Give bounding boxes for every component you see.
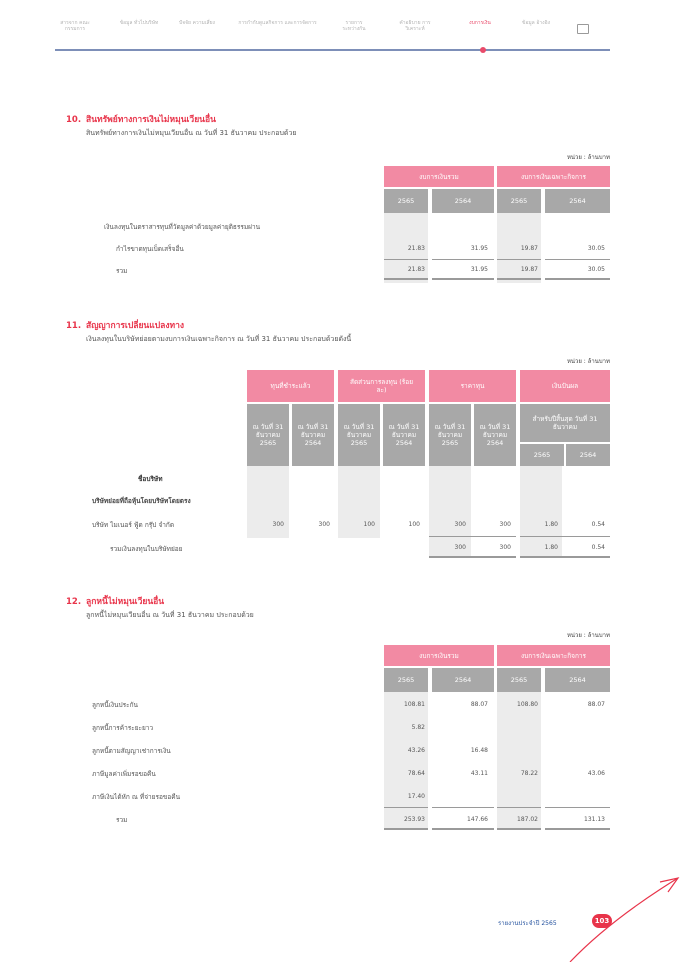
section-10-description: สินทรัพย์ทางการเงินไม่หมุนเวียนอื่น ณ วันที่ 31 ธันวาคม ประกอบด้วย (86, 129, 297, 137)
column-band (520, 466, 562, 556)
section-title-text: สินทรัพย์ทางการเงินไม่หมุนเวียนอื่น (86, 115, 216, 125)
section-number: 12. (66, 597, 82, 607)
cell-value: 5.82 (411, 724, 425, 731)
cell-value: 108.81 (404, 701, 425, 708)
section-12-description: ลูกหนี้ไม่หมุนเวียนอื่น ณ วันที่ 31 ธันวาคม ประกอบด้วย (86, 611, 254, 619)
cell-value: 147.66 (467, 816, 488, 823)
period-header: ณ วันที่ 31 ธันวาคม 2564 (292, 404, 334, 466)
cell-value: 300 (499, 521, 511, 528)
nav-item-1[interactable]: สารจาก คณะกรรมการ (60, 20, 90, 32)
cell-value: 300 (272, 521, 284, 528)
cell-value: 31.95 (470, 245, 488, 252)
double-underline (497, 828, 541, 830)
nav-item-8[interactable]: ข้อมูล อ้างอิง (521, 20, 551, 26)
row-label: ภาษีมูลค่าเพิ่มรอขอคืน (92, 770, 156, 778)
year-header: 2565 (384, 668, 428, 692)
row-label: ลูกหนี้ตามสัญญาเช่าการเงิน (92, 747, 171, 755)
year-header: 2565 (497, 668, 541, 692)
group-header: งบการเงินรวม (384, 645, 494, 666)
page-number: 103 (592, 914, 612, 928)
cell-value: 300 (318, 521, 330, 528)
year-header: 2565 (497, 189, 541, 213)
unit-label: หน่วย : ล้านบาท (566, 632, 610, 639)
top-navigation (55, 20, 608, 40)
nav-active-marker (480, 47, 486, 53)
year-header: 2565 (520, 444, 564, 466)
cell-value: 100 (408, 521, 420, 528)
row-label: บริษัทย่อยที่ถือหุ้นโดยบริษัทโดยตรง (92, 497, 191, 505)
year-header: 2565 (384, 189, 428, 213)
cell-value: 30.05 (587, 266, 605, 273)
nav-item-3[interactable]: ปัจจัย ความเสี่ยง (179, 20, 215, 26)
nav-item-5[interactable]: รายการ ระหว่างกัน (342, 20, 366, 32)
underline (497, 259, 541, 260)
cell-value: 31.95 (470, 266, 488, 273)
double-underline (497, 278, 541, 280)
total-label: รวม (116, 816, 128, 824)
section-11-title (66, 318, 184, 332)
unit-label: หน่วย : ล้านบาท (566, 358, 610, 365)
nav-item-2[interactable]: ข้อมูล ทั่วไปบริษัท (119, 20, 159, 26)
period-header: ณ วันที่ 31 ธันวาคม 2564 (383, 404, 425, 466)
year-header: 2564 (545, 189, 610, 213)
cell-value: 300 (454, 544, 466, 551)
row-label: ลูกหนี้เงินประกัน (92, 701, 138, 709)
cell-value: 100 (363, 521, 375, 528)
nav-item-4[interactable]: การกำกับดูแลกิจการ และการจัดการ (238, 20, 317, 26)
group-header: ทุนที่ชำระแล้ว (247, 370, 334, 402)
period-header: ณ วันที่ 31 ธันวาคม 2565 (338, 404, 380, 466)
section-12-title (66, 594, 164, 608)
row-label: เงินลงทุนในตราสารทุนที่วัดมูลค่าด้วยมูลค่ายุติธรรมผ่าน (104, 223, 261, 231)
nav-item-7[interactable]: งบการเงิน (469, 20, 491, 26)
row-label: กำไรขาดทุนเบ็ดเสร็จอื่น (116, 245, 184, 253)
group-header: ราคาทุน (429, 370, 516, 402)
book-icon[interactable] (577, 24, 589, 34)
group-header: งบการเงินเฉพาะกิจการ (497, 645, 610, 666)
double-underline (384, 828, 428, 830)
company-column-header: ชื่อบริษัท (138, 475, 163, 483)
double-underline (432, 828, 494, 830)
period-header: ณ วันที่ 31 ธันวาคม 2564 (474, 404, 516, 466)
cell-value: 300 (499, 544, 511, 551)
section-number: 10. (66, 115, 82, 125)
period-header: สำหรับปีสิ้นสุด วันที่ 31 ธันวาคม (520, 404, 610, 442)
column-band (497, 692, 541, 830)
cell-value: 108.80 (517, 701, 538, 708)
underline (429, 536, 516, 537)
row-label: ลูกหนี้การค้าระยะยาว (92, 724, 154, 732)
cell-value: 21.83 (407, 245, 425, 252)
group-header: เงินปันผล (520, 370, 610, 402)
group-header: สัดส่วนการลงทุน (ร้อยละ) (338, 370, 425, 402)
nav-divider (55, 49, 610, 51)
group-header: งบการเงินเฉพาะกิจการ (497, 166, 610, 187)
cell-value: 21.83 (407, 266, 425, 273)
cell-value: 43.11 (470, 770, 488, 777)
double-underline (545, 278, 610, 280)
row-label: บริษัท ไมเนอร์ ฟู้ด กรุ๊ป จำกัด (92, 521, 175, 529)
year-header: 2564 (432, 189, 494, 213)
cell-value: 0.54 (591, 521, 605, 528)
column-band (384, 692, 428, 830)
underline (432, 259, 494, 260)
period-header: ณ วันที่ 31 ธันวาคม 2565 (429, 404, 471, 466)
cell-value: 19.87 (520, 266, 538, 273)
underline (545, 259, 610, 260)
year-header: 2564 (545, 668, 610, 692)
cell-value: 78.22 (520, 770, 538, 777)
row-label: ภาษีเงินได้หัก ณ ที่จ่ายรอขอคืน (92, 793, 181, 801)
cell-value: 131.13 (584, 816, 605, 823)
cell-value: 43.06 (587, 770, 605, 777)
double-underline (384, 278, 428, 280)
cell-value: 17.40 (407, 793, 425, 800)
section-10-title (66, 112, 216, 126)
underline (545, 807, 610, 808)
column-band (429, 466, 471, 556)
double-underline (432, 278, 494, 280)
cell-value: 187.02 (517, 816, 538, 823)
year-header: 2564 (432, 668, 494, 692)
total-label: รวมเงินลงทุนในบริษัทย่อย (110, 545, 183, 553)
double-underline (520, 556, 610, 558)
underline (520, 536, 610, 537)
cell-value: 19.87 (520, 245, 538, 252)
unit-label: หน่วย : ล้านบาท (566, 154, 610, 161)
section-11-description: เงินลงทุนในบริษัทย่อยตามงบการเงินเฉพาะกิจการ ณ วันที่ 31 ธันวาคม ประกอบด้วยดังนี้ (86, 335, 352, 343)
underline (384, 807, 428, 808)
section-title-text: สัญญาการเปลี่ยนแปลงทาง (86, 321, 184, 331)
nav-item-6[interactable]: คำอธิบาย การวิเคราะห์ (399, 20, 431, 32)
period-header: ณ วันที่ 31 ธันวาคม 2565 (247, 404, 289, 466)
cell-value: 1.80 (544, 544, 558, 551)
underline (384, 259, 428, 260)
total-label: รวม (116, 267, 128, 275)
cell-value: 16.48 (470, 747, 488, 754)
underline (497, 807, 541, 808)
cell-value: 1.80 (544, 521, 558, 528)
double-underline (429, 556, 516, 558)
cell-value: 43.26 (407, 747, 425, 754)
section-number: 11. (66, 321, 82, 331)
cell-value: 300 (454, 521, 466, 528)
year-header: 2564 (566, 444, 610, 466)
underline (432, 807, 494, 808)
cell-value: 88.07 (470, 701, 488, 708)
section-title-text: ลูกหนี้ไม่หมุนเวียนอื่น (86, 597, 165, 607)
report-title: รายงานประจำปี 2565 (498, 920, 557, 927)
cell-value: 0.54 (591, 544, 605, 551)
cell-value: 30.05 (587, 245, 605, 252)
cell-value: 78.64 (407, 770, 425, 777)
double-underline (545, 828, 610, 830)
cell-value: 88.07 (587, 701, 605, 708)
group-header: งบการเงินรวม (384, 166, 494, 187)
cell-value: 253.93 (404, 816, 425, 823)
